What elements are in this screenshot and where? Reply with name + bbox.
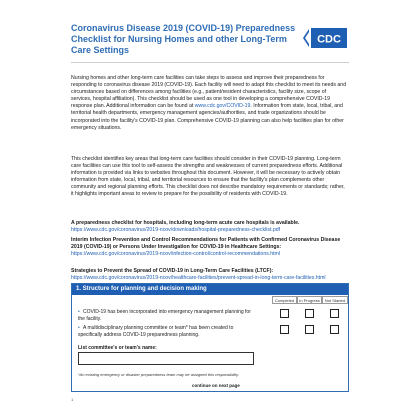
planning-section [71, 283, 349, 392]
checklist-item [78, 325, 258, 338]
header-divider [71, 62, 349, 63]
page-number: 1 [71, 397, 74, 402]
item-1-completed-checkbox[interactable] [280, 309, 289, 318]
committee-name-label: List committee's or team's name: [78, 345, 157, 351]
section-footnote: *An existing emergency or disaster preparedness team may be assigned this responsibility. [78, 372, 240, 377]
identify-paragraph: This checklist identifies key areas that long-term care facilities should consider in their COVID-19 planning. Long-term care facilities can use this tool to self-assess the strengths and weaknesses of current preparedness efforts. Additional information is provided via links to websites throughout this document. However, it will be necessary to actively obtain information from state, local, tribal, and territorial resources to ensure that the facility's plan complements other community and regional planning efforts. This checklist does not describe mandatory requirements or standards; rather, it highlights important areas to review to prepare for the possibility of residents with COVID-19. [71, 156, 345, 198]
ltcf-strategies-title: Strategies to Prevent the Spread of COVID-19 in Long-Term Care Facilities (LTCF): [71, 268, 274, 274]
bullet-icon: • [78, 325, 80, 331]
intro-paragraph [71, 75, 347, 132]
interim-recommendations-link[interactable]: https://www.cdc.gov/coronavirus/2019-ncov/infection-control/control-recommendations.html [71, 251, 281, 258]
item-1-not-started-checkbox[interactable] [330, 309, 339, 318]
item-2-completed-checkbox[interactable] [280, 325, 289, 334]
item-2-not-started-checkbox[interactable] [330, 325, 339, 334]
interim-recommendations-title: Interim Infection Prevention and Control Recommendations for Patients with Confirmed Coronavirus Disease 2019 (COVID-19) or Persons Under Investigation for COVID-19 in Healthcare Settings: [71, 237, 341, 251]
item-2-in-progress-checkbox[interactable] [305, 325, 314, 334]
checklist-item-text: COVID-19 has been incorporated into emergency management planning for the facility. [78, 309, 251, 322]
intro-link[interactable]: www.cdc.gov/COVID-19 [194, 103, 251, 110]
checklist-item-text: A multidisciplinary planning committee or team* has been created to specifically address COVID-19 preparedness planning. [78, 325, 234, 338]
status-header-completed: Completed [272, 296, 297, 304]
logo-text: CDC [317, 33, 341, 46]
interim-recommendations-block [71, 237, 347, 258]
section-title: 1. Structure for planning and decision making [72, 284, 348, 295]
hospital-checklist-title: A preparedness checklist for hospitals, including long-term acute care hospitals is available. [71, 220, 300, 226]
hospital-checklist-link[interactable]: https://www.cdc.gov/coronavirus/2019-ncov/downloads/hospital-preparedness-checklist.pdf [71, 227, 281, 234]
cdc-logo [301, 25, 349, 51]
ltcf-strategies-link[interactable]: https://www.cdc.gov/coronavirus/2019-ncov/healthcare-facilities/prevent-spread-in-long-term-care-facilities.html [71, 275, 326, 282]
ltcf-strategies-block [71, 268, 347, 282]
checklist-page [61, 14, 359, 406]
bullet-icon: • [78, 309, 80, 315]
hospital-checklist-block [71, 220, 347, 234]
checklist-item [78, 309, 258, 322]
intro-text-b: . Information from state, local, tribal, and territorial health departments, emergency management agencies/authorities, and trade organizations should be incorporated into the facility's COVID-19 plan. Comprehensive COVID-19 planning can also help facilities plan for other emergency situations. [71, 103, 344, 131]
committee-name-field[interactable] [78, 352, 254, 365]
continue-note: continue on next page [192, 383, 240, 388]
status-header-in-progress: In Progress [297, 296, 322, 304]
status-header-not-started: Not Started [322, 296, 348, 304]
intro-text-a: Nursing homes and other long-term care facilities can take steps to assess and improve their preparedness for responding to coronavirus disease 2019 (COVID-19). Each facility will need to adapt this checklist to meet its needs and circumstances based on differences among facilities (e.g., patient/resident characteristics, facility size, scope of services, hospital affiliation). This checklist should be used as one tool in developing a comprehensive COVID-19 response plan. Additional information can be found at [71, 75, 347, 110]
item-1-in-progress-checkbox[interactable] [305, 309, 314, 318]
page-title: Coronavirus Disease 2019 (COVID-19) Preparedness Checklist for Nursing Homes and other Long-Term Care Settings [71, 23, 296, 55]
